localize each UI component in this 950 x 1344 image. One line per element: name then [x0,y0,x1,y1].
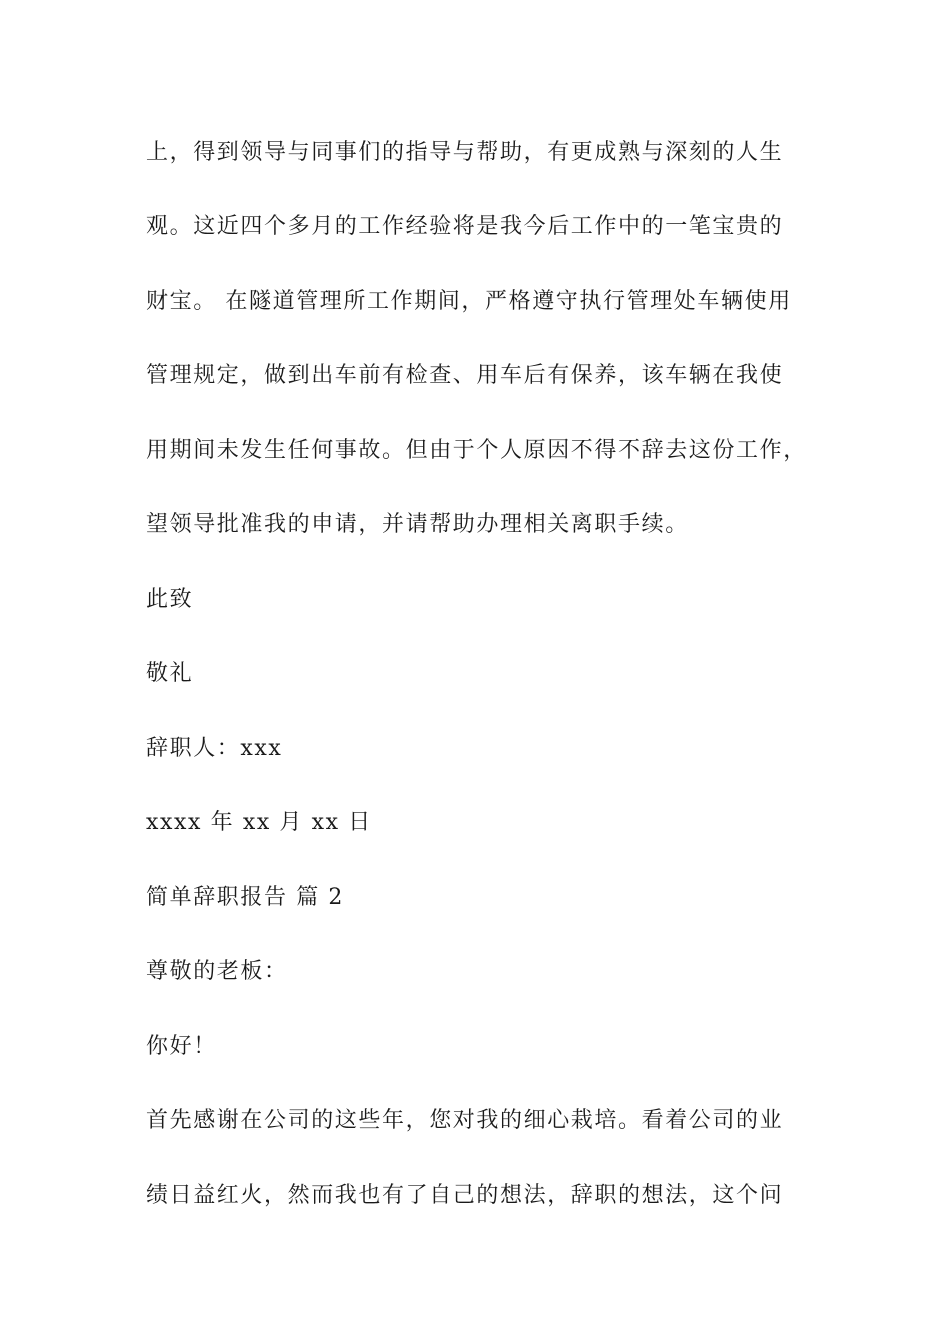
body-paragraph-line: 财宝。 在隧道管理所工作期间，严格遵守执行管理处车辆使用 [146,289,792,314]
signature-line: 辞职人：xxx [146,736,283,761]
closing-salutation: 此致 [146,587,194,612]
section-heading: 简单辞职报告 篇 2 [146,885,344,910]
body-paragraph-line: 管理规定，做到出车前有检查、用车后有保养，该车辆在我使 [146,363,784,388]
body-paragraph-line: 望领导批准我的申请，并请帮助办理相关离职手续。 [146,512,689,537]
greeting-hello: 你好！ [146,1034,217,1059]
body-paragraph-line: 首先感谢在公司的这些年，您对我的细心栽培。看着公司的业 [146,1108,784,1133]
body-paragraph-line: 绩日益红火，然而我也有了自己的想法，辞职的想法，这个问 [146,1183,784,1208]
body-paragraph-line: 观。这近四个多月的工作经验将是我今后工作中的一笔宝贵的 [146,214,784,239]
date-line: xxxx 年 xx 月 xx 日 [146,810,372,835]
body-paragraph-line: 上，得到领导与同事们的指导与帮助，有更成熟与深刻的人生 [146,140,784,165]
greeting-line: 尊敬的老板： [146,959,288,984]
body-paragraph-line: 用期间未发生任何事故。但由于个人原因不得不辞去这份工作， [146,438,807,463]
closing-regards: 敬礼 [146,661,194,686]
